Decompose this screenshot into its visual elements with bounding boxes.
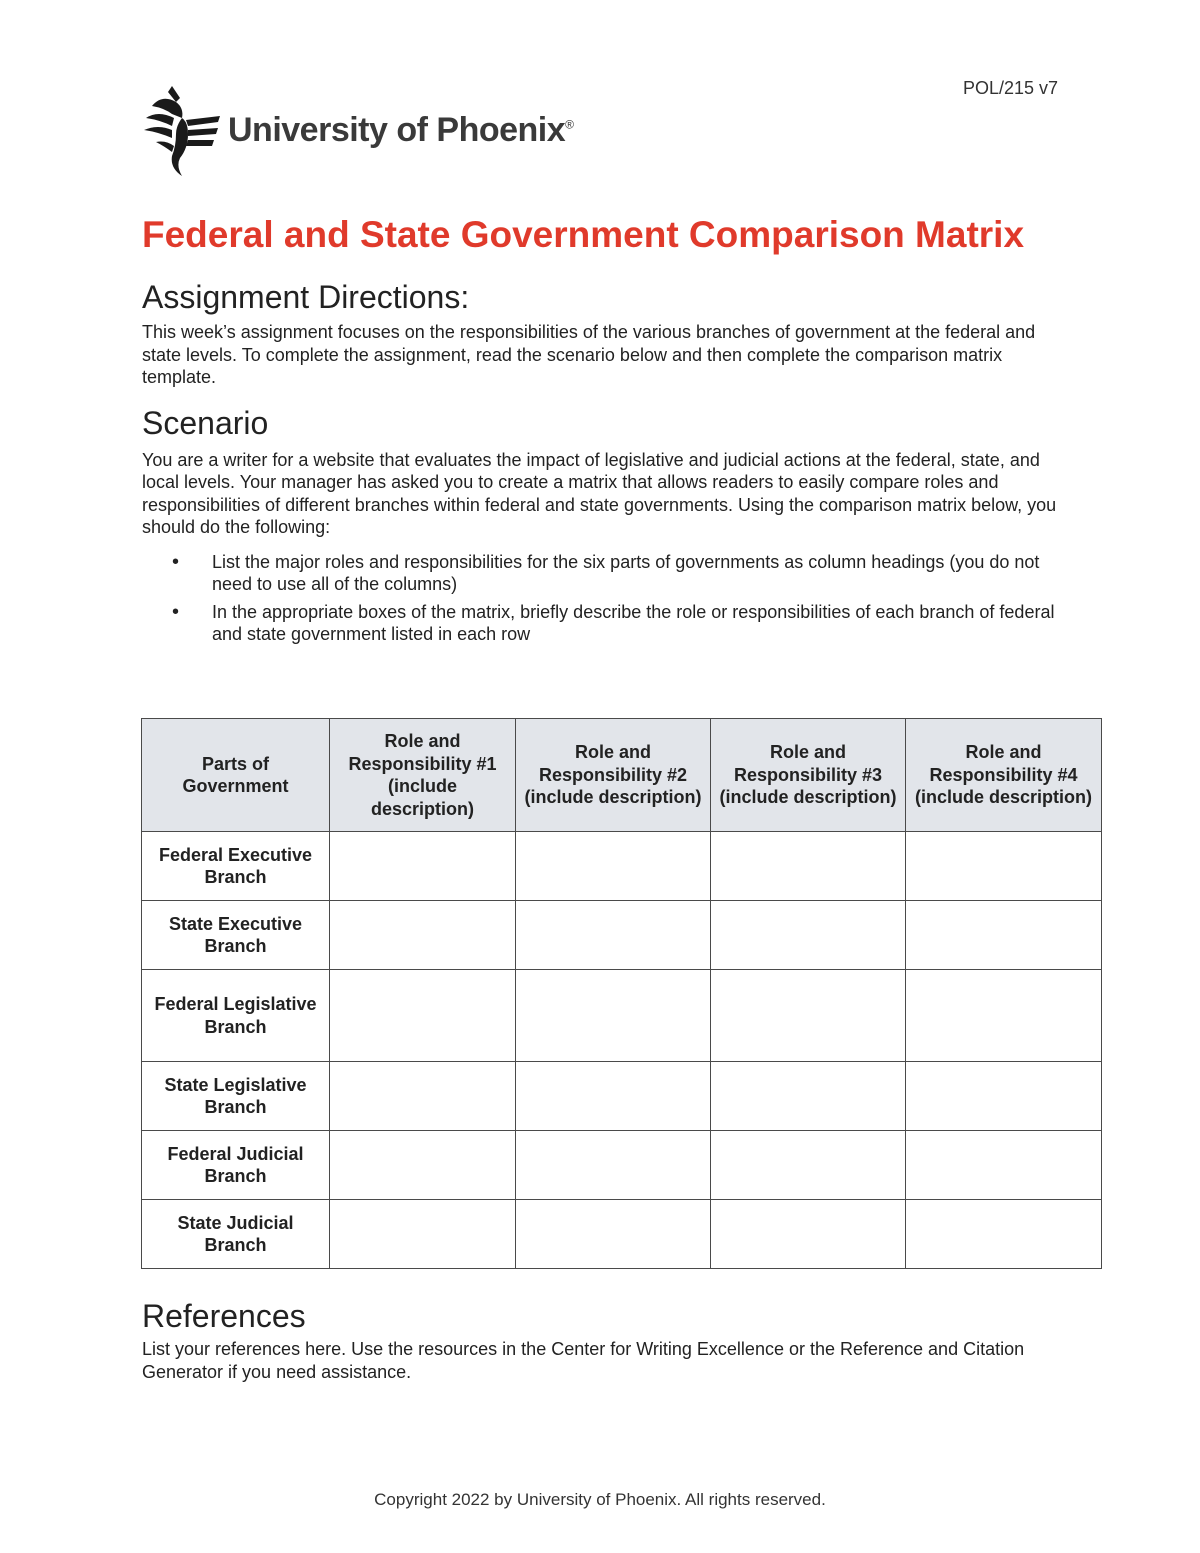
main-content — [142, 212, 1062, 651]
list-item: • In the appropriate boxes of the matrix, briefly describe the role or responsibilities of each branch of federal and state government listed in each row — [142, 601, 1062, 646]
header-role-1: Role and Responsibility #1 (include description) — [330, 719, 516, 832]
matrix-cell[interactable] — [711, 901, 906, 970]
matrix-cell[interactable] — [516, 1131, 711, 1200]
table-row — [142, 832, 1102, 901]
comparison-matrix — [141, 718, 1102, 1269]
matrix-cell[interactable] — [330, 832, 516, 901]
references-heading: References — [142, 1298, 306, 1334]
matrix-cell[interactable] — [711, 1200, 906, 1269]
page-title: Federal and State Government Comparison Matrix — [142, 214, 1025, 255]
row-label: Federal Judicial Branch — [142, 1131, 330, 1200]
matrix-cell[interactable] — [330, 1131, 516, 1200]
matrix-cell[interactable] — [516, 901, 711, 970]
matrix-cell[interactable] — [711, 970, 906, 1062]
header-role-3: Role and Responsibility #3 (include description) — [711, 719, 906, 832]
directions-text: This week’s assignment focuses on the responsibilities of the various branches of government at the federal and state levels. To complete the assignment, read the scenario below and then complete the comparison matrix template. — [142, 322, 1036, 387]
matrix-cell[interactable] — [330, 1062, 516, 1131]
phoenix-bird-icon — [142, 84, 222, 176]
matrix-cell[interactable] — [516, 1062, 711, 1131]
references-text: List your references here. Use the resources in the Center for Writing Excellence or the Reference and Citation Generator if you need assistance. — [142, 1339, 1025, 1382]
row-label: Federal Legislative Branch — [142, 970, 330, 1062]
matrix-cell[interactable] — [516, 832, 711, 901]
logo-wordmark: University of Phoenix® — [228, 110, 574, 149]
header-role-4: Role and Responsibility #4 (include description) — [906, 719, 1102, 832]
matrix-cell[interactable] — [330, 901, 516, 970]
table-row — [142, 1200, 1102, 1269]
matrix-cell[interactable] — [330, 1200, 516, 1269]
copyright-footer: Copyright 2022 by University of Phoenix. All rights reserved. — [374, 1490, 826, 1509]
row-label: State Legislative Branch — [142, 1062, 330, 1131]
course-code: POL/215 v7 — [962, 78, 1058, 98]
matrix-cell[interactable] — [711, 1062, 906, 1131]
table-row — [142, 970, 1102, 1062]
row-label: State Judicial Branch — [142, 1200, 330, 1269]
scenario-heading: Scenario — [142, 404, 269, 441]
header-role-2: Role and Responsibility #2 (include description) — [516, 719, 711, 832]
university-logo — [142, 84, 573, 176]
matrix-cell[interactable] — [906, 1062, 1102, 1131]
directions-heading: Assignment Directions: — [142, 279, 470, 315]
matrix-cell[interactable] — [906, 901, 1102, 970]
table-row — [142, 1062, 1102, 1131]
scenario-text: You are a writer for a website that evaluates the impact of legislative and judicial actions at the federal, state, and local levels. Your manager has asked you to create a matrix that allows readers to easily compare roles and responsibilities of different branches within federal and state governments. Using the comparison matrix below, you should do the following: — [142, 449, 1057, 537]
list-item: • List the major roles and responsibilities for the six parts of governments as column headings (you do not need to use all of the columns) — [142, 551, 1062, 596]
row-label: Federal Executive Branch — [142, 832, 330, 901]
matrix-cell[interactable] — [906, 1200, 1102, 1269]
matrix-cell[interactable] — [906, 1131, 1102, 1200]
instruction-list — [142, 551, 1062, 646]
references-section — [142, 1296, 1062, 1383]
matrix-cell[interactable] — [906, 970, 1102, 1062]
matrix-cell[interactable] — [516, 1200, 711, 1269]
matrix-cell[interactable] — [330, 970, 516, 1062]
table-row — [142, 1131, 1102, 1200]
matrix-header-row — [142, 719, 1102, 832]
matrix-cell[interactable] — [711, 1131, 906, 1200]
table-row — [142, 901, 1102, 970]
header-parts-of-government: Parts of Government — [142, 719, 330, 832]
matrix-cell[interactable] — [906, 832, 1102, 901]
matrix-cell[interactable] — [711, 832, 906, 901]
matrix-cell[interactable] — [516, 970, 711, 1062]
row-label: State Executive Branch — [142, 901, 330, 970]
